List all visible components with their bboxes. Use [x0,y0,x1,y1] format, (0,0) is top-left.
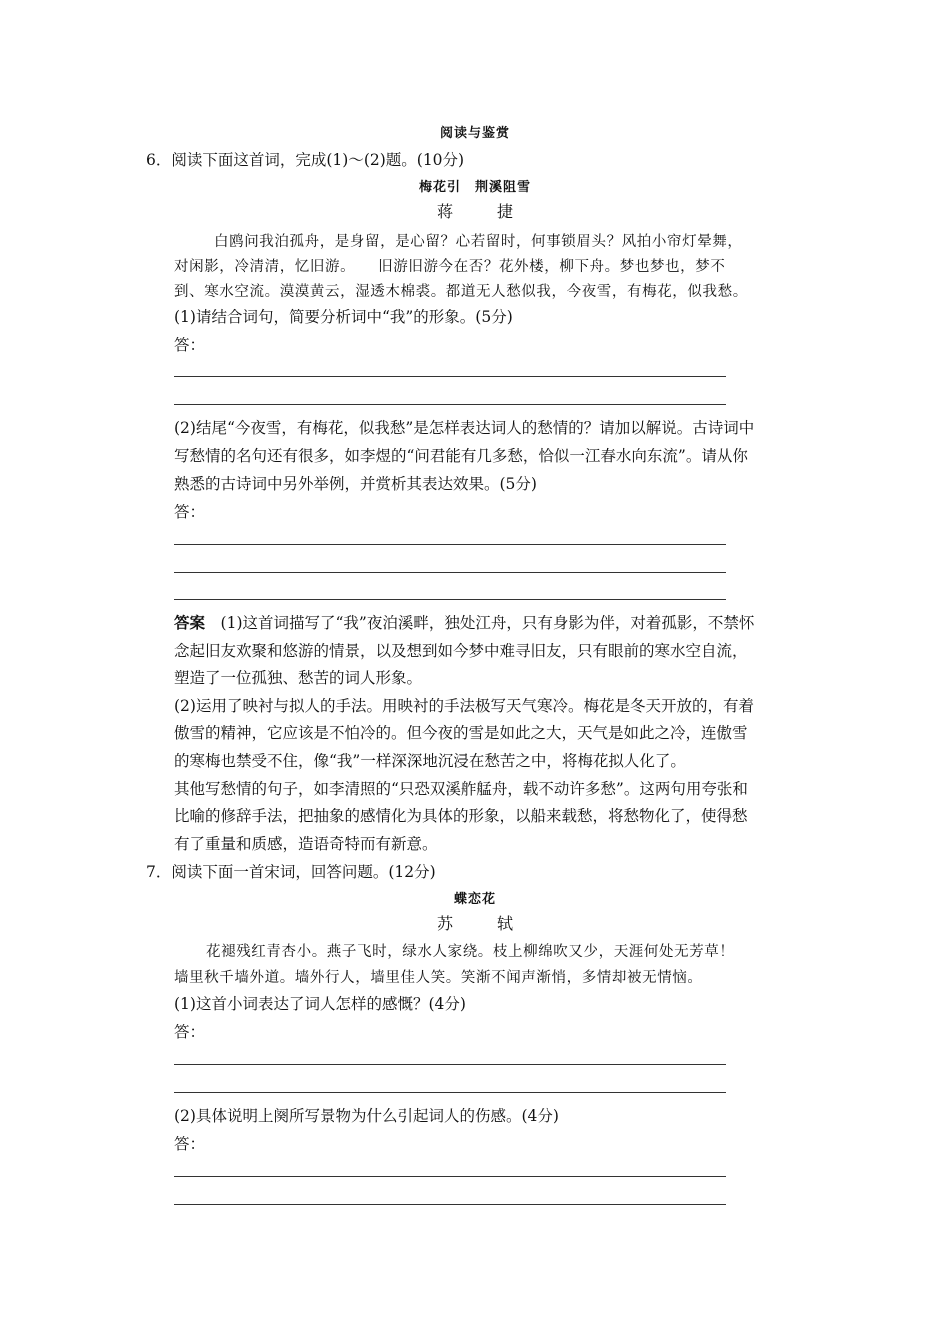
q7-prompt: 7．阅读下面一首宋词，回答问题。(12分) [146,863,436,881]
answer-key-line: 塑造了一位孤独、愁苦的词人形象。 [174,669,423,687]
answer-line[interactable] [174,544,726,545]
q6-sub-question-2-line: (2)结尾“今夜雪，有梅花，似我愁”是怎样表达词人的愁情的？请加以解说。古诗词中 [174,419,755,437]
answer-key-line: 比喻的修辞手法，把抽象的感情化为具体的形象，以船来载愁，将愁物化了，使得愁 [174,807,748,825]
answer-line[interactable] [174,404,726,405]
answer-line[interactable] [174,1092,726,1093]
q6-sub-question-1: (1)请结合词句，简要分析词中“我”的形象。(5分) [174,308,513,326]
answer-line[interactable] [174,1176,726,1177]
answer-key-line: 的寒梅也禁受不住，像“我”一样深深地沉浸在愁苦之中，将梅花拟人化了。 [174,752,686,770]
q6-poem-line: 到、寒水空流。漠漠黄云，湿透木棉裘。都道无人愁似我，今夜雪，有梅花，似我愁。 [174,284,748,300]
answer-line[interactable] [174,376,726,377]
q6-poem-author: 蒋 捷 [436,202,527,221]
answer-key-line: 有了重量和质感，造语奇特而有新意。 [174,835,438,853]
answer-line[interactable] [174,599,726,600]
q6-poem-title: 梅花引 荆溪阻雪 [418,180,531,195]
q6-sub-question-2-line: 熟悉的古诗词中另外举例，并赏析其表达效果。(5分) [174,475,537,493]
q7-answer-label-2: 答： [174,1135,206,1153]
answer-key-line: 念起旧友欢聚和悠游的情景，以及想到如今梦中难寻旧友，只有眼前的寒水空自流， [174,642,748,660]
section-title: 阅读与鉴赏 [439,126,510,141]
q6-poem-line: 对闲影，冷清清，忆旧游。 旧游旧游今在否？花外楼，柳下舟。梦也梦也，梦不 [174,259,726,275]
q6-answer-label-1: 答： [174,336,206,354]
q7-poem-author: 苏 轼 [436,914,527,933]
q7-sub-question-2: (2)具体说明上阕所写景物为什么引起词人的伤感。(4分) [174,1107,559,1125]
q6-prompt: 6．阅读下面这首词，完成(1)～(2)题。(10分) [146,151,465,169]
q7-poem-title: 蝶恋花 [453,892,496,907]
q6-answer-label-2: 答： [174,503,206,521]
answer-line[interactable] [174,1064,726,1065]
answer-key-line: 其他写愁情的句子，如李清照的“只恐双溪舴艋舟，载不动许多愁”。这两句用夸张和 [174,780,748,798]
answer-key-label: 答案 [174,613,206,632]
q7-sub-question-1: (1)这首小词表达了词人怎样的感慨？(4分) [174,995,466,1013]
answer-key-line: (2)运用了映衬与拟人的手法。用映衬的手法极写天气寒冷。梅花是冬天开放的，有着 [174,697,754,715]
q6-poem-line: 白鸥问我泊孤舟，是身留，是心留？心若留时，何事锁眉头？风拍小帘灯晕舞， [214,234,743,250]
q7-poem-line: 花褪残红青杏小。燕子飞时，绿水人家绕。枝上柳绵吹又少，天涯何处无芳草！ [206,944,735,960]
q7-answer-label-1: 答： [174,1023,206,1041]
answer-key-text: (1)这首词描写了“我”夜泊溪畔，独处江舟，只有身影为伴，对着孤影，不禁怀 [220,614,755,632]
q6-sub-question-2-line: 写愁情的名句还有很多，如李煜的“问君能有几多愁，恰似一江春水向东流”。请从你 [174,447,748,465]
answer-key-line: 傲雪的精神，它应该是不怕冷的。但今夜的雪是如此之大，天气是如此之冷，连傲雪 [174,724,748,742]
q7-poem-line: 墙里秋千墙外道。墙外行人，墙里佳人笑。笑渐不闻声渐悄，多情却被无情恼。 [174,970,703,986]
answer-line[interactable] [174,1204,726,1205]
answer-line[interactable] [174,572,726,573]
answer-key-line [174,613,754,633]
